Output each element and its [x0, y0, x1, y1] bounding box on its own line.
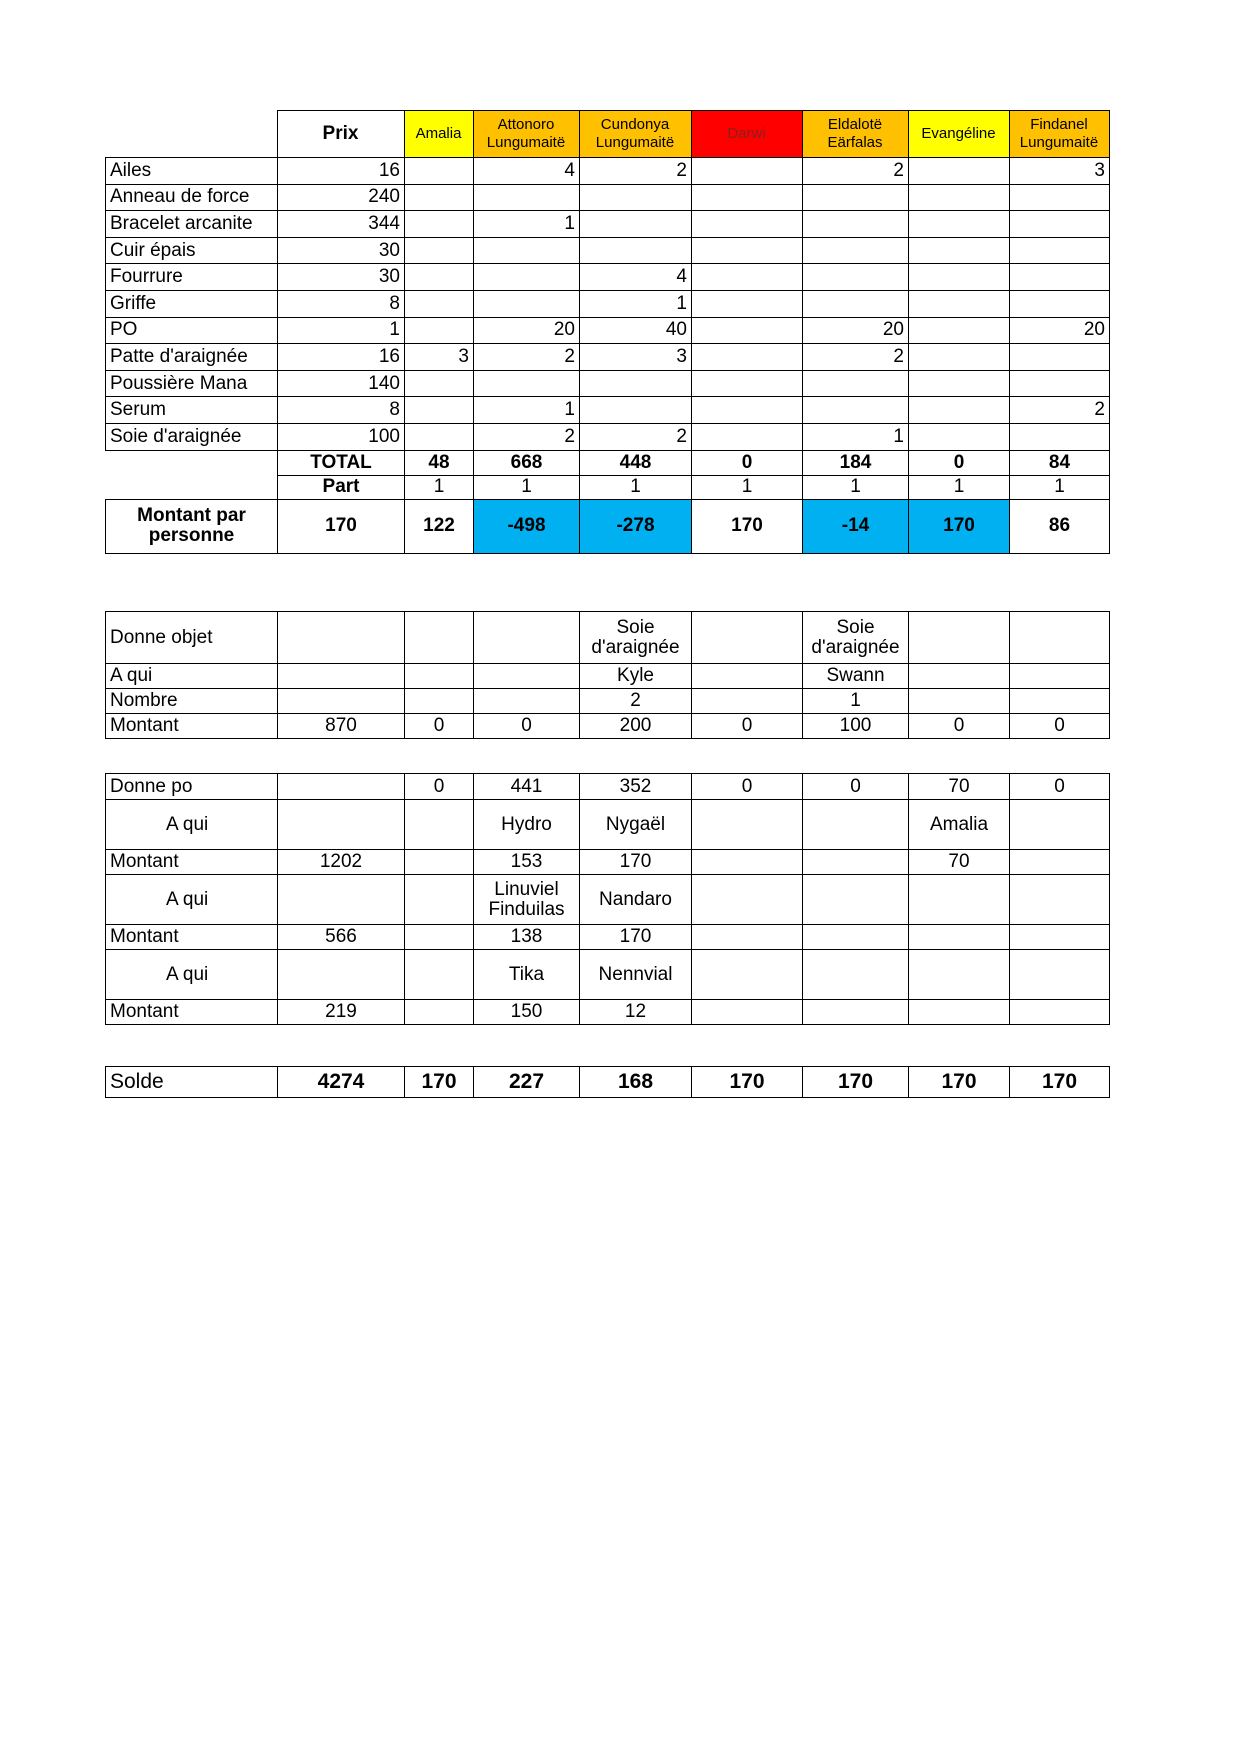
nombre-label: Nombre — [106, 689, 278, 714]
item-name: Anneau de force — [106, 184, 278, 211]
item-prix: 240 — [278, 184, 405, 211]
item-qty — [909, 237, 1010, 264]
montant-cell — [405, 925, 474, 950]
a-qui-row — [106, 875, 1110, 925]
header-player: Amalia — [404, 111, 473, 158]
item-qty — [692, 264, 803, 291]
montant-cell: 566 — [278, 925, 405, 950]
montant-cell — [1010, 1000, 1110, 1025]
a-qui-cell — [803, 950, 909, 1000]
item-qty — [692, 423, 803, 450]
item-qty — [803, 211, 909, 238]
montant-cell: 170 — [580, 850, 692, 875]
solde-value: 170 — [405, 1067, 474, 1098]
montant-label: Montant — [106, 850, 278, 875]
item-name: Poussière Mana — [106, 370, 278, 397]
item-name: Patte d'araignée — [106, 344, 278, 371]
a-qui-cell — [803, 800, 909, 850]
a-qui-label: A qui — [106, 875, 278, 925]
montant-label: Montant — [106, 1000, 278, 1025]
solde-value: 170 — [909, 1067, 1010, 1098]
item-qty — [909, 317, 1010, 344]
montant-cell — [692, 850, 803, 875]
item-qty — [803, 264, 909, 291]
montant-par-personne-value: -278 — [580, 499, 692, 553]
total-value: 448 — [580, 450, 692, 475]
item-qty — [692, 211, 803, 238]
header-prix: Prix — [277, 111, 404, 158]
item-qty: 20 — [1010, 317, 1110, 344]
total-value: 0 — [692, 450, 803, 475]
a-qui-cell: Nandaro — [580, 875, 692, 925]
total-value: 668 — [474, 450, 580, 475]
item-qty: 2 — [474, 423, 580, 450]
item-qty — [474, 264, 580, 291]
item-qty — [909, 264, 1010, 291]
item-qty — [405, 290, 474, 317]
a-qui-cell — [1010, 664, 1110, 689]
item-qty — [909, 397, 1010, 424]
item-qty: 4 — [580, 264, 692, 291]
montant-cell — [692, 1000, 803, 1025]
item-qty — [909, 344, 1010, 371]
montant-par-personne-value: 86 — [1010, 499, 1110, 553]
a-qui-label: A qui — [106, 950, 278, 1000]
donne-objet-cell — [692, 612, 803, 664]
item-qty — [1010, 370, 1110, 397]
part-value: 1 — [405, 475, 474, 499]
a-qui-label: A qui — [106, 664, 278, 689]
item-qty — [692, 317, 803, 344]
a-qui-label: A qui — [106, 800, 278, 850]
item-prix: 100 — [278, 423, 405, 450]
donne-po-label: Donne po — [106, 774, 278, 800]
donne-po-value: 0 — [405, 774, 474, 800]
item-qty: 3 — [1010, 158, 1110, 185]
montant-label: Montant — [106, 925, 278, 950]
a-qui-row — [106, 950, 1110, 1000]
montant-cell: 0 — [405, 714, 474, 739]
a-qui-cell — [692, 664, 803, 689]
part-value: 1 — [803, 475, 909, 499]
header-player: Darwi — [691, 111, 802, 158]
donne-po-value: 0 — [692, 774, 803, 800]
item-qty — [909, 423, 1010, 450]
a-qui-cell — [405, 800, 474, 850]
item-qty — [405, 397, 474, 424]
item-qty: 2 — [580, 423, 692, 450]
item-qty — [474, 290, 580, 317]
a-qui-cell — [909, 664, 1010, 689]
item-qty — [803, 290, 909, 317]
a-qui-cell: Linuviel Finduilas — [474, 875, 580, 925]
donne-po-value: 70 — [909, 774, 1010, 800]
a-qui-cell — [692, 875, 803, 925]
nombre-cell — [474, 689, 580, 714]
item-qty: 1 — [474, 397, 580, 424]
item-qty — [1010, 184, 1110, 211]
item-row — [106, 317, 1110, 344]
montant-cell — [803, 1000, 909, 1025]
item-qty: 40 — [580, 317, 692, 344]
solde-value: 170 — [803, 1067, 909, 1098]
solde-value: 227 — [474, 1067, 580, 1098]
item-name: Ailes — [106, 158, 278, 185]
part-value: 1 — [580, 475, 692, 499]
item-qty — [580, 184, 692, 211]
montant-cell: 0 — [909, 714, 1010, 739]
header-player: Eldalotë Eärfalas — [802, 111, 908, 158]
montant-par-personne-value: 170 — [692, 499, 803, 553]
a-qui-cell: Nygaël — [580, 800, 692, 850]
total-label: TOTAL — [278, 450, 405, 475]
item-qty — [580, 370, 692, 397]
header-player: Evangéline — [908, 111, 1009, 158]
item-name: Bracelet arcanite — [106, 211, 278, 238]
montant-par-personne-value: 170 — [909, 499, 1010, 553]
donne-objet-cell: Soie d'araignée — [580, 612, 692, 664]
item-row — [106, 184, 1110, 211]
item-prix: 140 — [278, 370, 405, 397]
item-name: Griffe — [106, 290, 278, 317]
montant-cell: 1202 — [278, 850, 405, 875]
item-qty — [580, 237, 692, 264]
item-name: Cuir épais — [106, 237, 278, 264]
a-qui-cell — [909, 950, 1010, 1000]
montant-cell — [692, 925, 803, 950]
donne-po-value: 0 — [1010, 774, 1110, 800]
donne-po-value: 0 — [803, 774, 909, 800]
montant-cell — [1010, 850, 1110, 875]
item-qty: 2 — [803, 344, 909, 371]
total-value: 84 — [1010, 450, 1110, 475]
nombre-cell — [1010, 689, 1110, 714]
item-qty: 20 — [474, 317, 580, 344]
item-qty — [692, 184, 803, 211]
montant-cell: 0 — [1010, 714, 1110, 739]
item-qty — [909, 184, 1010, 211]
montant-cell: 870 — [278, 714, 405, 739]
item-qty — [803, 237, 909, 264]
item-qty — [692, 397, 803, 424]
items-table — [105, 157, 1110, 554]
header-player: Attonoro Lungumaitë — [473, 111, 579, 158]
item-qty — [1010, 237, 1110, 264]
montant-par-personne-prix: 170 — [278, 499, 405, 553]
header-player: Findanel Lungumaitë — [1009, 111, 1109, 158]
item-qty — [692, 370, 803, 397]
loot-table — [105, 110, 1110, 158]
a-qui-cell — [692, 800, 803, 850]
item-qty — [1010, 264, 1110, 291]
header-player: Cundonya Lungumaitë — [579, 111, 691, 158]
item-row — [106, 423, 1110, 450]
a-qui-cell — [405, 664, 474, 689]
item-name: Soie d'araignée — [106, 423, 278, 450]
a-qui-cell — [1010, 950, 1110, 1000]
item-qty — [474, 237, 580, 264]
item-qty — [909, 290, 1010, 317]
item-qty — [909, 370, 1010, 397]
item-row — [106, 211, 1110, 238]
item-row — [106, 237, 1110, 264]
nombre-cell — [692, 689, 803, 714]
item-prix: 30 — [278, 264, 405, 291]
a-qui-cell: Hydro — [474, 800, 580, 850]
montant-cell — [909, 925, 1010, 950]
item-qty — [803, 184, 909, 211]
montant-cell: 12 — [580, 1000, 692, 1025]
donne-objet-cell — [1010, 612, 1110, 664]
item-qty — [580, 397, 692, 424]
item-qty: 2 — [474, 344, 580, 371]
a-qui-cell — [278, 800, 405, 850]
item-row — [106, 397, 1110, 424]
item-qty — [1010, 344, 1110, 371]
item-qty — [692, 158, 803, 185]
montant-cell — [405, 850, 474, 875]
a-qui-cell — [278, 664, 405, 689]
item-qty — [474, 370, 580, 397]
a-qui-cell — [1010, 800, 1110, 850]
a-qui-cell — [692, 950, 803, 1000]
item-qty: 2 — [1010, 397, 1110, 424]
donne-objet-cell: Soie d'araignée — [803, 612, 909, 664]
item-prix: 16 — [278, 158, 405, 185]
total-value: 0 — [909, 450, 1010, 475]
nombre-cell: 1 — [803, 689, 909, 714]
item-qty: 3 — [405, 344, 474, 371]
montant-label: Montant — [106, 714, 278, 739]
montant-cell: 219 — [278, 1000, 405, 1025]
a-qui-cell: Swann — [803, 664, 909, 689]
item-prix: 1 — [278, 317, 405, 344]
item-qty — [405, 237, 474, 264]
item-prix: 30 — [278, 237, 405, 264]
donne-objet-label: Donne objet — [106, 612, 278, 664]
item-row — [106, 290, 1110, 317]
donne-objet-table — [105, 611, 1110, 739]
solde-value: 4274 — [278, 1067, 405, 1098]
item-name: Fourrure — [106, 264, 278, 291]
item-qty — [405, 211, 474, 238]
item-prix: 16 — [278, 344, 405, 371]
item-qty: 4 — [474, 158, 580, 185]
montant-cell — [803, 925, 909, 950]
montant-cell: 153 — [474, 850, 580, 875]
nombre-cell: 2 — [580, 689, 692, 714]
donne-po-value: 441 — [474, 774, 580, 800]
a-qui-cell: Nennvial — [580, 950, 692, 1000]
nombre-cell — [405, 689, 474, 714]
montant-cell: 0 — [474, 714, 580, 739]
a-qui-cell — [909, 875, 1010, 925]
item-qty — [692, 344, 803, 371]
total-value: 184 — [803, 450, 909, 475]
a-qui-cell — [405, 875, 474, 925]
item-prix: 8 — [278, 290, 405, 317]
montant-cell: 100 — [803, 714, 909, 739]
donne-objet-cell — [278, 612, 405, 664]
item-qty: 2 — [580, 158, 692, 185]
part-value: 1 — [1010, 475, 1110, 499]
montant-row — [106, 925, 1110, 950]
part-label: Part — [278, 475, 405, 499]
item-row — [106, 158, 1110, 185]
nombre-cell — [278, 689, 405, 714]
montant-cell: 0 — [692, 714, 803, 739]
item-prix: 8 — [278, 397, 405, 424]
item-qty — [405, 264, 474, 291]
montant-cell: 200 — [580, 714, 692, 739]
donne-objet-cell — [474, 612, 580, 664]
a-qui-row — [106, 800, 1110, 850]
item-qty — [1010, 211, 1110, 238]
montant-par-personne-value: -498 — [474, 499, 580, 553]
item-row — [106, 264, 1110, 291]
montant-cell — [405, 1000, 474, 1025]
corner-cell — [105, 111, 277, 158]
montant-cell — [909, 1000, 1010, 1025]
montant-row — [106, 1000, 1110, 1025]
solde-table — [105, 1066, 1110, 1098]
item-qty — [692, 290, 803, 317]
montant-row — [106, 850, 1110, 875]
item-qty: 1 — [580, 290, 692, 317]
item-qty — [803, 370, 909, 397]
nombre-cell — [909, 689, 1010, 714]
item-qty — [405, 370, 474, 397]
item-qty: 2 — [803, 158, 909, 185]
donne-po-table — [105, 773, 1110, 1025]
montant-par-personne-value: -14 — [803, 499, 909, 553]
a-qui-cell — [278, 950, 405, 1000]
a-qui-cell — [278, 875, 405, 925]
item-qty — [803, 397, 909, 424]
a-qui-cell — [1010, 875, 1110, 925]
item-name: PO — [106, 317, 278, 344]
part-value: 1 — [474, 475, 580, 499]
a-qui-cell — [474, 664, 580, 689]
solde-value: 170 — [1010, 1067, 1110, 1098]
montant-cell — [803, 850, 909, 875]
item-qty: 1 — [474, 211, 580, 238]
montant-par-personne-label: Montant par personne — [106, 499, 278, 553]
item-qty: 3 — [580, 344, 692, 371]
total-value: 48 — [405, 450, 474, 475]
item-row — [106, 344, 1110, 371]
item-qty: 20 — [803, 317, 909, 344]
montant-cell: 138 — [474, 925, 580, 950]
item-qty — [692, 237, 803, 264]
item-qty — [405, 184, 474, 211]
part-value: 1 — [909, 475, 1010, 499]
solde-value: 168 — [580, 1067, 692, 1098]
solde-label: Solde — [106, 1067, 278, 1098]
montant-cell: 70 — [909, 850, 1010, 875]
item-qty — [580, 211, 692, 238]
item-prix: 344 — [278, 211, 405, 238]
item-qty — [474, 184, 580, 211]
montant-par-personne-value: 122 — [405, 499, 474, 553]
item-qty — [405, 317, 474, 344]
item-name: Serum — [106, 397, 278, 424]
donne-po-value — [278, 774, 405, 800]
montant-cell: 150 — [474, 1000, 580, 1025]
a-qui-cell — [405, 950, 474, 1000]
a-qui-cell: Amalia — [909, 800, 1010, 850]
item-qty: 1 — [803, 423, 909, 450]
item-qty — [909, 211, 1010, 238]
a-qui-cell — [803, 875, 909, 925]
montant-cell: 170 — [580, 925, 692, 950]
a-qui-cell: Kyle — [580, 664, 692, 689]
part-value: 1 — [692, 475, 803, 499]
solde-value: 170 — [692, 1067, 803, 1098]
item-qty — [405, 423, 474, 450]
montant-cell — [1010, 925, 1110, 950]
a-qui-cell: Tika — [474, 950, 580, 1000]
donne-po-value: 352 — [580, 774, 692, 800]
item-qty — [405, 158, 474, 185]
item-qty — [1010, 290, 1110, 317]
item-qty — [1010, 423, 1110, 450]
item-row — [106, 370, 1110, 397]
item-qty — [909, 158, 1010, 185]
donne-objet-cell — [909, 612, 1010, 664]
donne-objet-cell — [405, 612, 474, 664]
